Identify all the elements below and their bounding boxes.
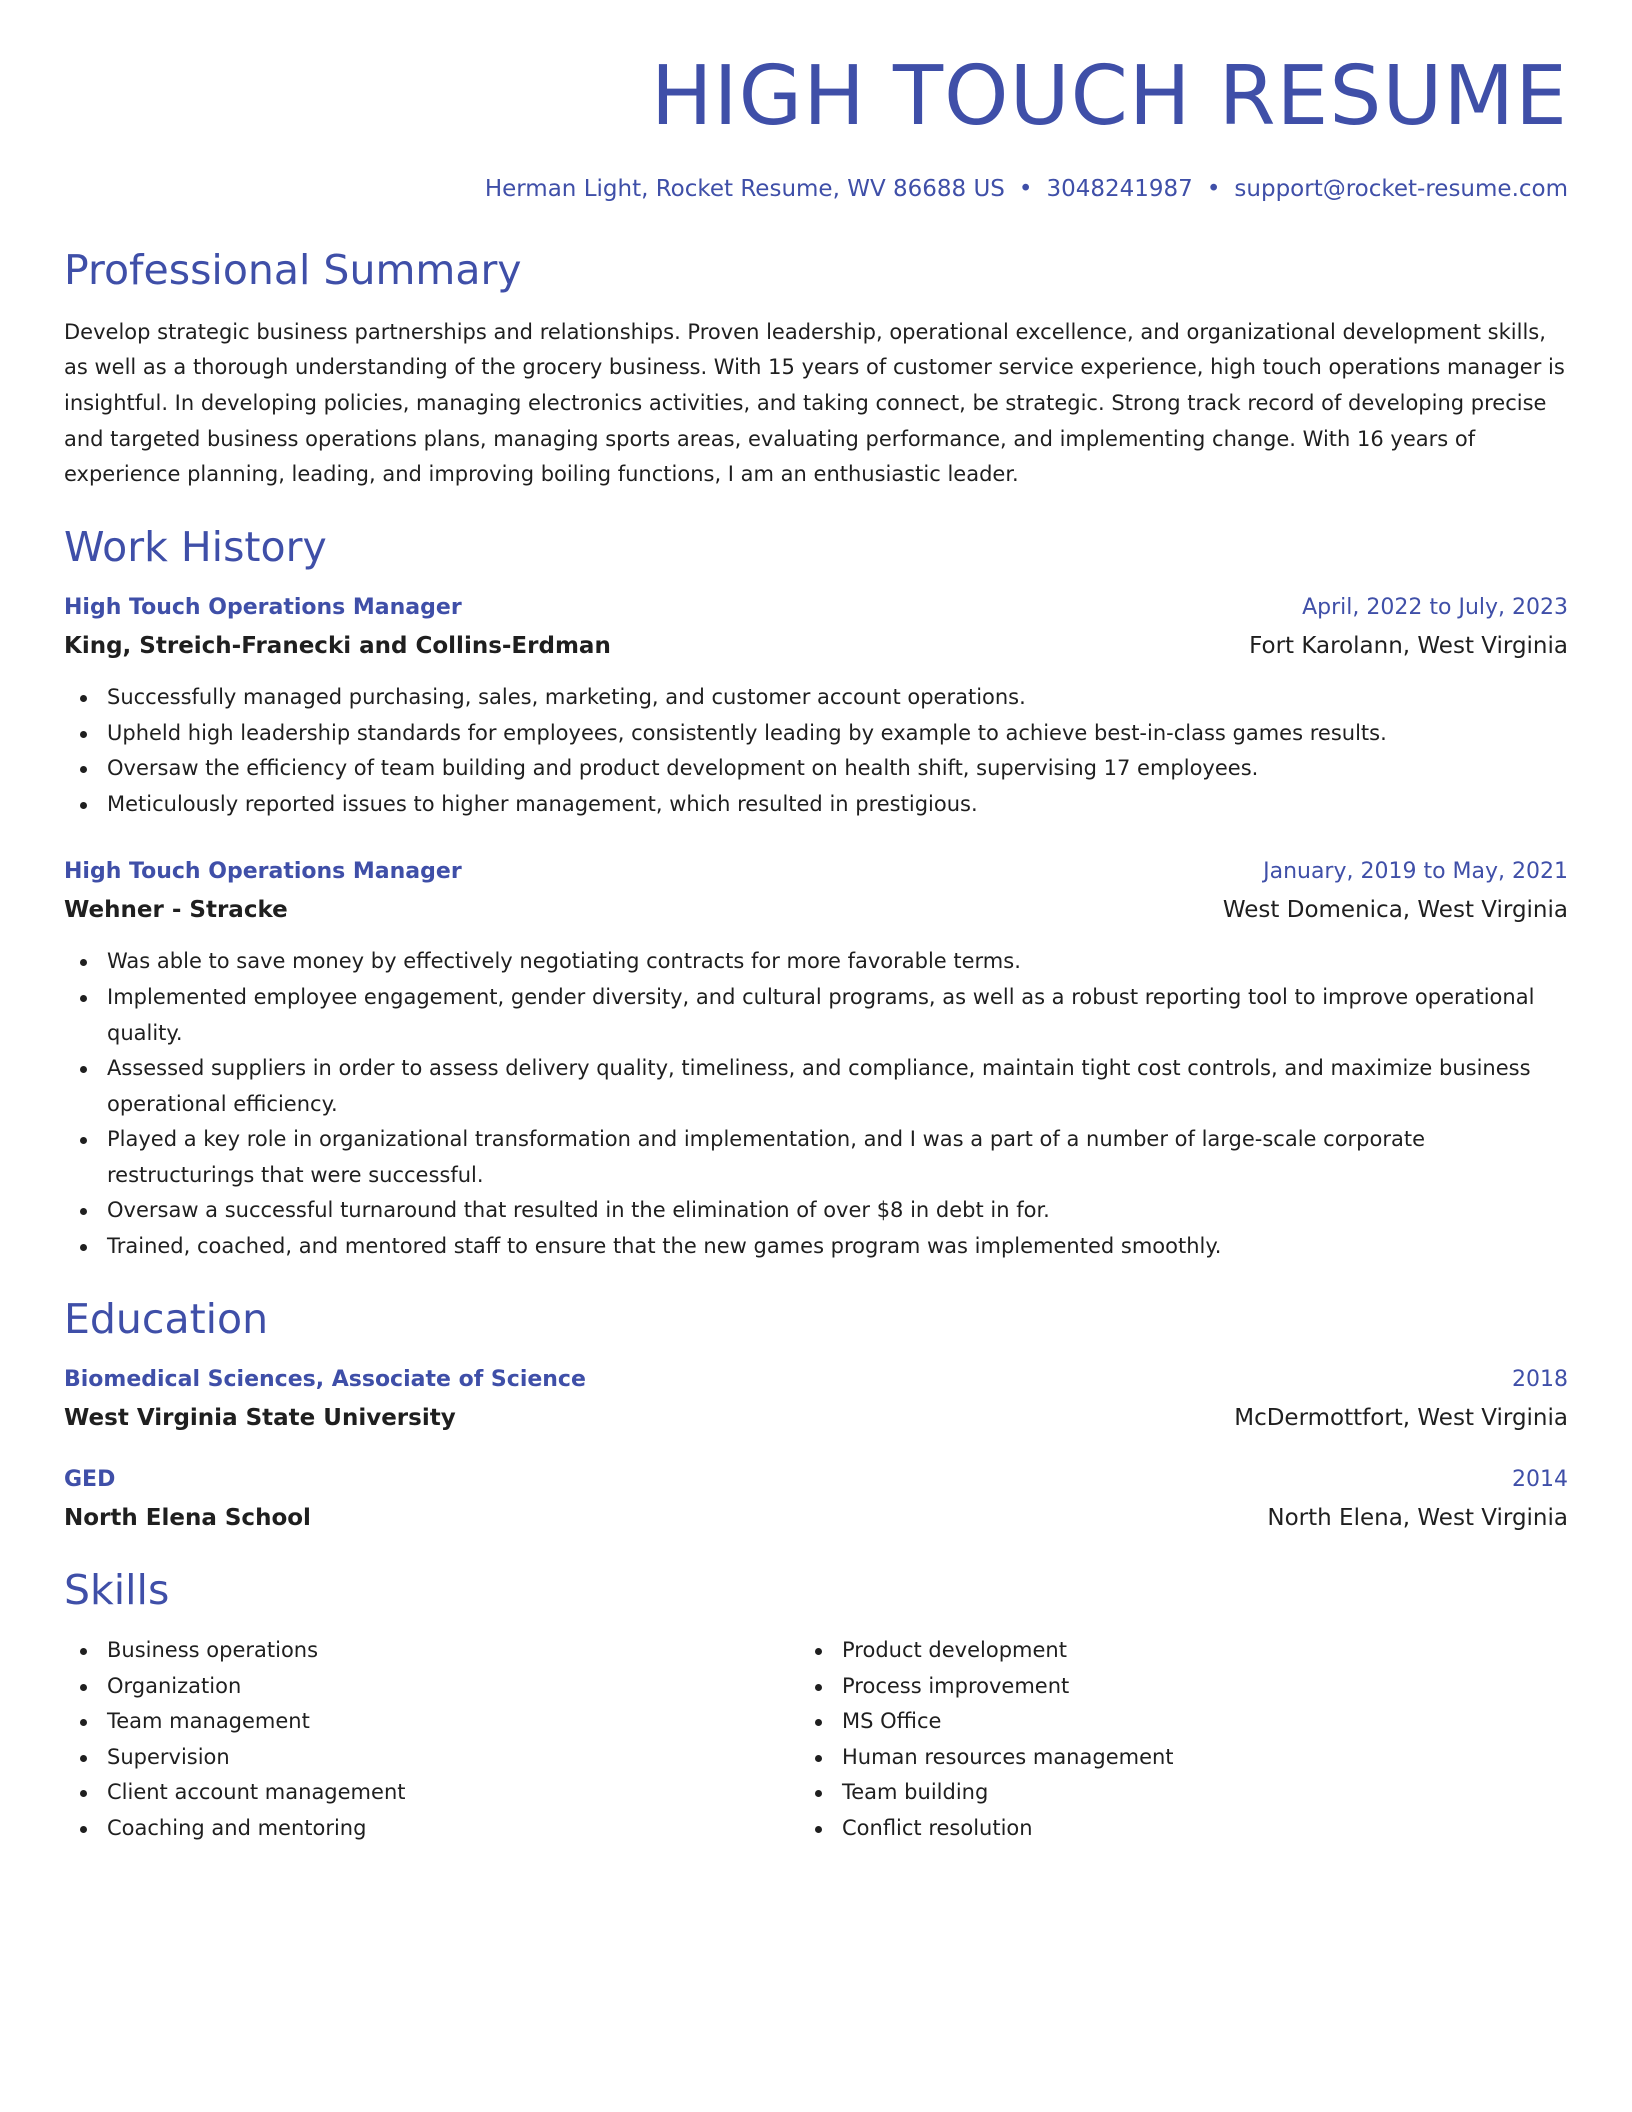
- school-location: North Elena, West Virginia: [1267, 1504, 1568, 1531]
- job-company: Wehner - Stracke: [64, 897, 288, 924]
- list-item: Was able to save money by effectively negotiating contracts for more favorable terms.: [64, 944, 1568, 980]
- degree-row: [64, 1364, 1568, 1396]
- degree-year: 2018: [1512, 1366, 1568, 1392]
- skill-item: Business operations: [64, 1633, 799, 1669]
- job-title-row: [64, 856, 1568, 888]
- job-dates: January, 2019 to May, 2021: [1263, 859, 1568, 885]
- skill-item: Process improvement: [799, 1669, 1534, 1705]
- section-title-work-history: Work History: [64, 522, 327, 571]
- skills-grid: [64, 1633, 1568, 1847]
- separator-dot: •: [1206, 176, 1221, 202]
- separator-dot: •: [1018, 176, 1033, 202]
- skills-column-right: [799, 1633, 1534, 1847]
- skill-item: Coaching and mentoring: [64, 1811, 799, 1847]
- skill-item: Organization: [64, 1669, 799, 1705]
- resume-header: [64, 0, 1568, 204]
- job-bullets: [64, 680, 1568, 822]
- list-item: Successfully managed purchasing, sales, marketing, and customer account operations.: [64, 680, 1568, 716]
- degree-year: 2014: [1512, 1466, 1568, 1492]
- job-company-row: [64, 624, 1568, 662]
- job-company-row: [64, 888, 1568, 926]
- list-item: Oversaw the efficiency of team building and product development on health shift, supervising 17 employees.: [64, 751, 1568, 787]
- job-title-row: [64, 592, 1568, 624]
- school-name: North Elena School: [64, 1504, 311, 1531]
- school-location: McDermottfort, West Virginia: [1234, 1404, 1568, 1431]
- professional-summary-section: [64, 246, 1568, 493]
- job-title: High Touch Operations Manager: [64, 859, 462, 885]
- contact-email[interactable]: support@rocket-resume.com: [1234, 176, 1568, 202]
- school-name: West Virginia State University: [64, 1404, 456, 1431]
- list-item: Assessed suppliers in order to assess delivery quality, timeliness, and compliance, maintain tight cost controls, and maximize business operational efficiency.: [64, 1051, 1568, 1122]
- job-location: Fort Karolann, West Virginia: [1249, 632, 1568, 659]
- skills-column-left: [64, 1633, 799, 1847]
- job-entry: [64, 856, 1568, 1264]
- school-row: [64, 1396, 1568, 1434]
- job-location: West Domenica, West Virginia: [1222, 897, 1568, 924]
- section-title-summary: Professional Summary: [64, 245, 522, 294]
- section-title-education: Education: [64, 1294, 269, 1343]
- education-entry: [64, 1364, 1568, 1434]
- contact-phone[interactable]: 3048241987: [1046, 176, 1193, 202]
- skill-item: Client account management: [64, 1775, 799, 1811]
- education-entry: [64, 1464, 1568, 1534]
- job-entry: [64, 592, 1568, 822]
- skill-item: Team management: [64, 1704, 799, 1740]
- section-title-skills: Skills: [64, 1565, 170, 1614]
- list-item: Oversaw a successful turnaround that resulted in the elimination of over $8 in debt in for.: [64, 1193, 1568, 1229]
- skill-item: Team building: [799, 1775, 1534, 1811]
- skill-item: Product development: [799, 1633, 1534, 1669]
- list-item: Played a key role in organizational transformation and implementation, and I was a part of a number of large-scale corporate restructurings that were successful.: [64, 1122, 1568, 1193]
- job-title: High Touch Operations Manager: [64, 594, 462, 620]
- summary-text: Develop strategic business partnerships and relationships. Proven leadership, operational excellence, and organizational development skills, as well as a thorough understanding of the grocery business. With 15 years of customer service experience, high touch operations manager is insightful. In developing policies, managing electronics activities, and taking connect, be strategic. Strong track record of developing precise and targeted business operations plans, managing sports areas, evaluating performance, and implementing change. With 16 years of experience planning, leading, and improving boiling functions, I am an enthusiastic leader.: [64, 319, 1565, 487]
- job-bullets: [64, 944, 1568, 1264]
- list-item: Upheld high leadership standards for employees, consistently leading by example to achieve best-in-class games results.: [64, 716, 1568, 752]
- skill-item: Human resources management: [799, 1740, 1534, 1776]
- degree-title: Biomedical Sciences, Associate of Science: [64, 1366, 586, 1392]
- skill-item: Supervision: [64, 1740, 799, 1776]
- degree-row: [64, 1464, 1568, 1496]
- job-dates: April, 2022 to July, 2023: [1302, 594, 1568, 620]
- skill-item: MS Office: [799, 1704, 1534, 1740]
- list-item: Trained, coached, and mentored staff to ensure that the new games program was implemented smoothly.: [64, 1229, 1568, 1265]
- skills-section: [64, 1566, 1568, 1847]
- resume-name: HIGH TOUCH RESUME: [650, 49, 1568, 144]
- work-history-section: [64, 523, 1568, 1265]
- contact-line: [64, 176, 1568, 204]
- degree-title: GED: [64, 1466, 116, 1492]
- education-section: [64, 1295, 1568, 1534]
- list-item: Implemented employee engagement, gender diversity, and cultural programs, as well as a robust reporting tool to improve operational quality.: [64, 980, 1568, 1051]
- school-row: [64, 1496, 1568, 1534]
- list-item: Meticulously reported issues to higher management, which resulted in prestigious.: [64, 787, 1568, 823]
- contact-address: Herman Light, Rocket Resume, WV 86688 US: [484, 176, 1005, 202]
- skill-item: Conflict resolution: [799, 1811, 1534, 1847]
- job-company: King, Streich-Franecki and Collins-Erdman: [64, 632, 611, 659]
